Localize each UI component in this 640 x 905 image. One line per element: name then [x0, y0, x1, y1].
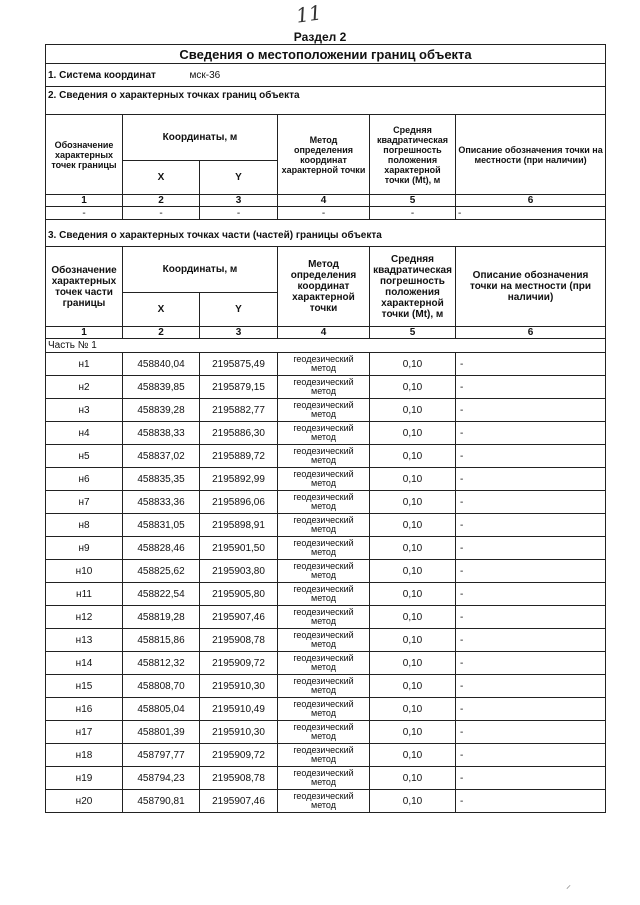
point-name-cell: н13 — [46, 629, 123, 652]
method-cell: геодезический метод — [278, 560, 370, 583]
sec2-title: 2. Сведения о характерных точках границ объекта — [46, 87, 606, 115]
col-number: 5 — [370, 327, 456, 339]
sec3-header-point: Обозначение характерных точек части границы — [46, 247, 123, 327]
method-cell: геодезический метод — [278, 376, 370, 399]
method-cell: геодезический метод — [278, 606, 370, 629]
point-name-cell: н15 — [46, 675, 123, 698]
precision-cell: 0,10 — [370, 468, 456, 491]
description-cell: - — [456, 445, 606, 468]
x-cell: 458805,04 — [123, 698, 200, 721]
x-cell: 458801,39 — [123, 721, 200, 744]
coord-system-row — [46, 64, 606, 87]
description-cell: - — [456, 422, 606, 445]
method-cell: геодезический метод — [278, 652, 370, 675]
precision-cell: 0,10 — [370, 445, 456, 468]
document-frame — [45, 44, 605, 813]
x-cell: 458833,36 — [123, 491, 200, 514]
y-cell: 2195910,30 — [200, 721, 278, 744]
dash-cell: - — [123, 207, 200, 220]
col-number: 6 — [456, 195, 606, 207]
point-name-cell: н8 — [46, 514, 123, 537]
precision-cell: 0,10 — [370, 491, 456, 514]
precision-cell: 0,10 — [370, 422, 456, 445]
dash-cell: - — [456, 207, 606, 220]
x-cell: 458831,05 — [123, 514, 200, 537]
table-row — [46, 606, 606, 629]
col-number: 4 — [278, 195, 370, 207]
col-number: 3 — [200, 327, 278, 339]
col-number: 4 — [278, 327, 370, 339]
precision-cell: 0,10 — [370, 721, 456, 744]
table-row — [46, 583, 606, 606]
sec2-empty-row — [46, 207, 606, 220]
spacer — [46, 220, 606, 231]
method-cell: геодезический метод — [278, 790, 370, 813]
x-cell: 458797,77 — [123, 744, 200, 767]
y-cell: 2195909,72 — [200, 652, 278, 675]
table-row — [46, 721, 606, 744]
point-name-cell: н20 — [46, 790, 123, 813]
y-cell: 2195908,78 — [200, 629, 278, 652]
col-number: 3 — [200, 195, 278, 207]
sec2-header-y: Y — [200, 161, 278, 195]
description-cell: - — [456, 491, 606, 514]
precision-cell: 0,10 — [370, 652, 456, 675]
description-cell: - — [456, 537, 606, 560]
col-number: 6 — [456, 327, 606, 339]
description-cell: - — [456, 353, 606, 376]
sec2-number-row — [46, 195, 606, 207]
dash-cell: - — [46, 207, 123, 220]
x-cell: 458822,54 — [123, 583, 200, 606]
description-cell: - — [456, 629, 606, 652]
method-cell: геодезический метод — [278, 537, 370, 560]
sec3-header-coords: Координаты, м — [123, 247, 278, 293]
description-cell: - — [456, 790, 606, 813]
x-cell: 458839,28 — [123, 399, 200, 422]
precision-cell: 0,10 — [370, 560, 456, 583]
precision-cell: 0,10 — [370, 629, 456, 652]
handwritten-page-number: 11 — [294, 0, 323, 28]
y-cell: 2195889,72 — [200, 445, 278, 468]
description-cell: - — [456, 399, 606, 422]
description-cell: - — [456, 767, 606, 790]
method-cell: геодезический метод — [278, 422, 370, 445]
col-number: 5 — [370, 195, 456, 207]
x-cell: 458835,35 — [123, 468, 200, 491]
section-title: Раздел 2 — [293, 30, 347, 44]
precision-cell: 0,10 — [370, 514, 456, 537]
boundary-table — [45, 44, 606, 813]
point-name-cell: н10 — [46, 560, 123, 583]
point-name-cell: н16 — [46, 698, 123, 721]
col-number: 2 — [123, 327, 200, 339]
point-name-cell: н12 — [46, 606, 123, 629]
method-cell: геодезический метод — [278, 353, 370, 376]
description-cell: - — [456, 606, 606, 629]
col-number: 2 — [123, 195, 200, 207]
x-cell: 458840,04 — [123, 353, 200, 376]
point-name-cell: н14 — [46, 652, 123, 675]
table-row — [46, 422, 606, 445]
coord-system-value: мск-36 — [189, 69, 221, 81]
dash-cell: - — [370, 207, 456, 220]
sec3-rows — [46, 353, 606, 813]
col-number: 1 — [46, 327, 123, 339]
y-cell: 2195886,30 — [200, 422, 278, 445]
method-cell: геодезический метод — [278, 767, 370, 790]
table-row — [46, 537, 606, 560]
precision-cell: 0,10 — [370, 376, 456, 399]
table-row — [46, 790, 606, 813]
description-cell: - — [456, 675, 606, 698]
sec3-header-y: Y — [200, 293, 278, 327]
x-cell: 458808,70 — [123, 675, 200, 698]
point-name-cell: н1 — [46, 353, 123, 376]
x-cell: 458825,62 — [123, 560, 200, 583]
sec2-header-description: Описание обозначения точки на местности (при наличии) — [456, 115, 606, 195]
table-row — [46, 514, 606, 537]
description-cell: - — [456, 583, 606, 606]
precision-cell: 0,10 — [370, 744, 456, 767]
x-cell: 458838,33 — [123, 422, 200, 445]
table-row — [46, 675, 606, 698]
dash-cell: - — [200, 207, 278, 220]
description-cell: - — [456, 560, 606, 583]
table-row — [46, 399, 606, 422]
precision-cell: 0,10 — [370, 537, 456, 560]
point-name-cell: н6 — [46, 468, 123, 491]
y-cell: 2195892,99 — [200, 468, 278, 491]
coord-system-label: 1. Система координат — [48, 69, 156, 81]
table-row — [46, 744, 606, 767]
x-cell: 458837,02 — [123, 445, 200, 468]
y-cell: 2195896,06 — [200, 491, 278, 514]
sec2-header-method: Метод определения координат характерной точки — [278, 115, 370, 195]
point-name-cell: н18 — [46, 744, 123, 767]
sec3-header-description: Описание обозначения точки на местности (при наличии) — [456, 247, 606, 327]
description-cell: - — [456, 468, 606, 491]
precision-cell: 0,10 — [370, 698, 456, 721]
part-label: Часть № 1 — [46, 339, 606, 353]
point-name-cell: н17 — [46, 721, 123, 744]
table-row — [46, 468, 606, 491]
precision-cell: 0,10 — [370, 675, 456, 698]
description-cell: - — [456, 721, 606, 744]
sec3-header-precision: Средняя квадратическая погрешность положения характерной точки (Mt), м — [370, 247, 456, 327]
point-name-cell: н4 — [46, 422, 123, 445]
description-cell: - — [456, 514, 606, 537]
description-cell: - — [456, 376, 606, 399]
table-row — [46, 353, 606, 376]
x-cell: 458828,46 — [123, 537, 200, 560]
y-cell: 2195907,46 — [200, 790, 278, 813]
y-cell: 2195910,49 — [200, 698, 278, 721]
sec3-header-x: X — [123, 293, 200, 327]
point-name-cell: н9 — [46, 537, 123, 560]
precision-cell: 0,10 — [370, 767, 456, 790]
y-cell: 2195901,50 — [200, 537, 278, 560]
description-cell: - — [456, 652, 606, 675]
description-cell: - — [456, 744, 606, 767]
method-cell: геодезический метод — [278, 629, 370, 652]
col-number: 1 — [46, 195, 123, 207]
x-cell: 458794,23 — [123, 767, 200, 790]
table-row — [46, 445, 606, 468]
sec2-header-coords: Координаты, м — [123, 115, 278, 161]
y-cell: 2195909,72 — [200, 744, 278, 767]
table-row — [46, 560, 606, 583]
x-cell: 458819,28 — [123, 606, 200, 629]
sec2-header-point: Обозначение характерных точек границы — [46, 115, 123, 195]
point-name-cell: н11 — [46, 583, 123, 606]
precision-cell: 0,10 — [370, 399, 456, 422]
point-name-cell: н3 — [46, 399, 123, 422]
method-cell: геодезический метод — [278, 445, 370, 468]
y-cell: 2195905,80 — [200, 583, 278, 606]
sec3-number-row — [46, 327, 606, 339]
description-cell: - — [456, 698, 606, 721]
table-row — [46, 698, 606, 721]
method-cell: геодезический метод — [278, 675, 370, 698]
sec2-header-precision: Средняя квадратическая погрешность положения характерной точки (Mt), м — [370, 115, 456, 195]
corner-mark: ⸝ — [566, 880, 571, 891]
precision-cell: 0,10 — [370, 583, 456, 606]
y-cell: 2195882,77 — [200, 399, 278, 422]
y-cell: 2195908,78 — [200, 767, 278, 790]
method-cell: геодезический метод — [278, 491, 370, 514]
method-cell: геодезический метод — [278, 744, 370, 767]
method-cell: геодезический метод — [278, 468, 370, 491]
precision-cell: 0,10 — [370, 790, 456, 813]
sec2-header-x: X — [123, 161, 200, 195]
x-cell: 458790,81 — [123, 790, 200, 813]
point-name-cell: н19 — [46, 767, 123, 790]
y-cell: 2195898,91 — [200, 514, 278, 537]
method-cell: геодезический метод — [278, 583, 370, 606]
dash-cell: - — [278, 207, 370, 220]
y-cell: 2195907,46 — [200, 606, 278, 629]
precision-cell: 0,10 — [370, 606, 456, 629]
x-cell: 458815,86 — [123, 629, 200, 652]
x-cell: 458839,85 — [123, 376, 200, 399]
method-cell: геодезический метод — [278, 514, 370, 537]
table-row — [46, 491, 606, 514]
y-cell: 2195875,49 — [200, 353, 278, 376]
sec3-header-method: Метод определения координат характерной точки — [278, 247, 370, 327]
method-cell: геодезический метод — [278, 721, 370, 744]
table-row — [46, 629, 606, 652]
sec3-title: 3. Сведения о характерных точках части (частей) границы объекта — [46, 230, 606, 247]
method-cell: геодезический метод — [278, 698, 370, 721]
x-cell: 458812,32 — [123, 652, 200, 675]
main-title: Сведения о местоположении границ объекта — [46, 45, 606, 64]
point-name-cell: н5 — [46, 445, 123, 468]
point-name-cell: н7 — [46, 491, 123, 514]
y-cell: 2195903,80 — [200, 560, 278, 583]
y-cell: 2195879,15 — [200, 376, 278, 399]
precision-cell: 0,10 — [370, 353, 456, 376]
point-name-cell: н2 — [46, 376, 123, 399]
table-row — [46, 376, 606, 399]
table-row — [46, 767, 606, 790]
method-cell: геодезический метод — [278, 399, 370, 422]
y-cell: 2195910,30 — [200, 675, 278, 698]
table-row — [46, 652, 606, 675]
